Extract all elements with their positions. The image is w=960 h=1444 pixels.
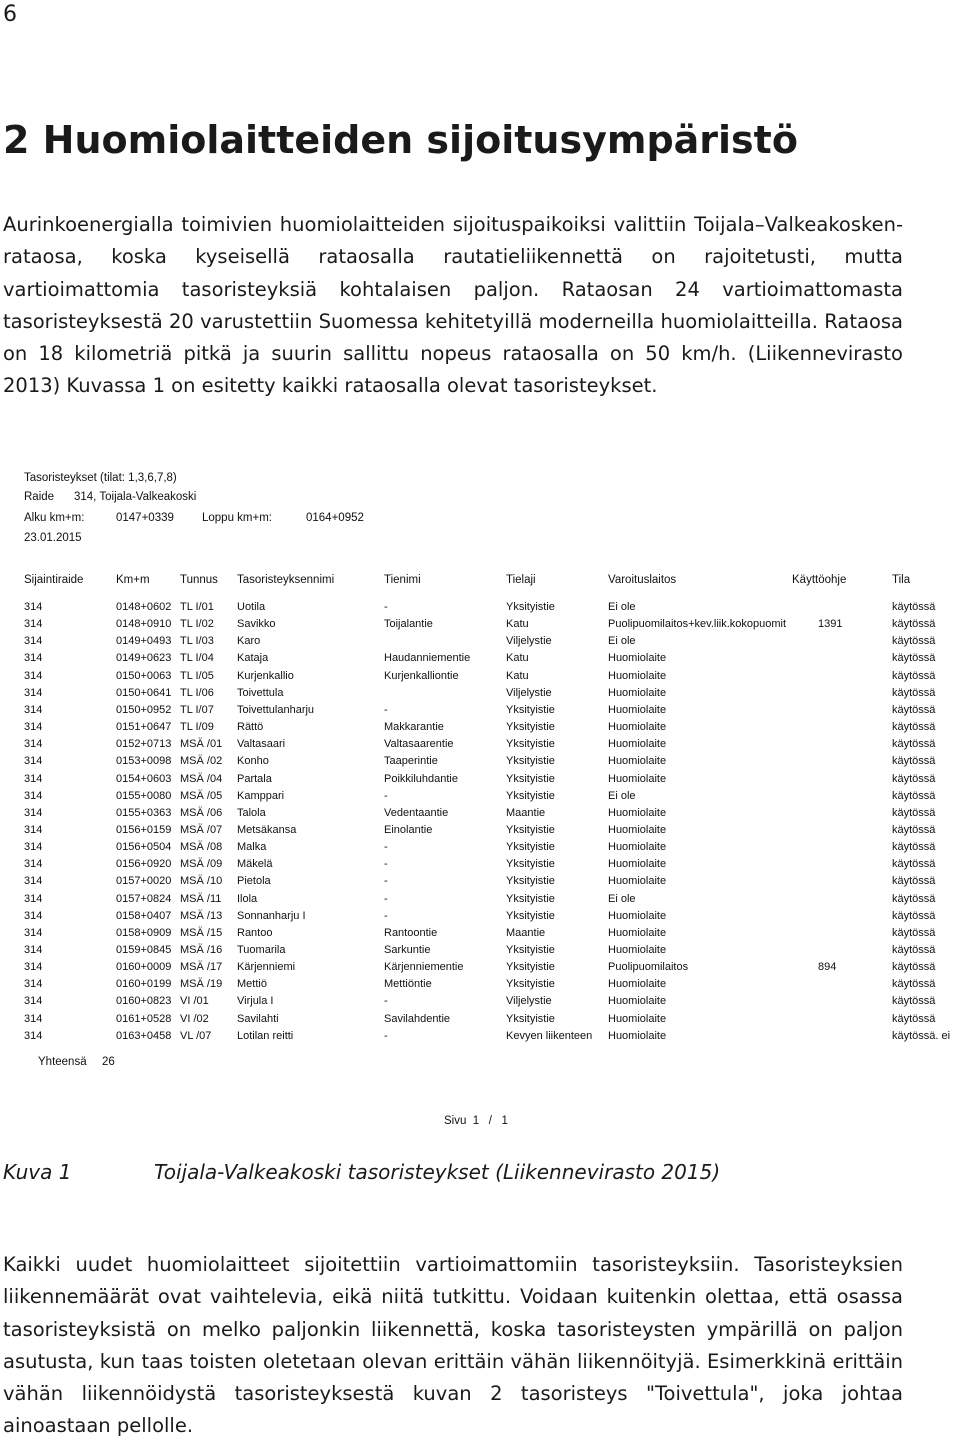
- cell-nimi: Talola: [237, 806, 266, 819]
- cell-tunnus: MSÄ /04: [180, 772, 223, 785]
- cell-sijaintiraide: 314: [24, 995, 43, 1008]
- section-heading: 2 Huomiolaitteiden sijoitusympäristö: [3, 118, 798, 162]
- cell-kmm: 0152+0713: [116, 738, 172, 751]
- cell-tielaji: Yksityistie: [506, 772, 555, 785]
- cell-varoituslaitos: Huomiolaite: [608, 755, 667, 768]
- cell-kmm: 0161+0528: [116, 1012, 172, 1025]
- cell-sijaintiraide: 314: [24, 961, 43, 974]
- table-row: [24, 807, 958, 824]
- cell-nimi: Uotila: [237, 601, 266, 613]
- cell-tienimi: -: [384, 909, 388, 922]
- cell-varoituslaitos: Ei ole: [608, 892, 636, 905]
- cell-kmm: 0148+0910: [116, 618, 172, 631]
- cell-tunnus: VI /01: [180, 995, 209, 1008]
- col-header-tunnus: Tunnus: [180, 574, 218, 586]
- cell-varoituslaitos: Huomiolaite: [608, 703, 667, 716]
- table-row: [24, 687, 958, 704]
- cell-nimi: Mäkelä: [237, 858, 273, 871]
- cell-kayttoohje: 894: [818, 961, 837, 974]
- cell-sijaintiraide: 314: [24, 1029, 43, 1042]
- cell-tienimi: -: [384, 858, 388, 871]
- cell-kmm: 0163+0458: [116, 1029, 172, 1042]
- cell-sijaintiraide: 314: [24, 669, 43, 682]
- cell-varoituslaitos: Ei ole: [608, 601, 636, 613]
- cell-kmm: 0151+0647: [116, 721, 172, 734]
- cell-sijaintiraide: 314: [24, 841, 43, 854]
- figure-level-crossings-table: [24, 466, 958, 1136]
- cell-tienimi: -: [384, 875, 388, 888]
- cell-nimi: Kamppari: [237, 789, 285, 802]
- cell-tielaji: Yksityistie: [506, 789, 555, 802]
- cell-tielaji: Yksityistie: [506, 1012, 555, 1025]
- cell-tienimi: -: [384, 892, 388, 905]
- cell-tielaji: Yksityistie: [506, 978, 555, 991]
- cell-tielaji: Yksityistie: [506, 875, 555, 888]
- cell-tienimi: Einolantie: [384, 823, 433, 836]
- cell-tielaji: Viljelystie: [506, 995, 552, 1008]
- cell-tila: käytössä: [892, 635, 936, 648]
- cell-tienimi: Savilahdentie: [384, 1012, 451, 1025]
- cell-tunnus: TL I/01: [180, 601, 214, 613]
- cell-kmm: 0155+0080: [116, 789, 172, 802]
- cell-tunnus: MSÄ /10: [180, 875, 223, 888]
- page-footer: Sivu 1 / 1: [444, 1115, 508, 1127]
- cell-tunnus: TL I/06: [180, 686, 214, 699]
- cell-tila: käytössä: [892, 652, 936, 665]
- cell-tienimi: -: [384, 995, 388, 1008]
- cell-sijaintiraide: 314: [24, 686, 43, 699]
- table-row: [24, 1013, 958, 1030]
- cell-tunnus: MSÄ /13: [180, 909, 223, 922]
- cell-tunnus: MSÄ /11: [180, 892, 222, 905]
- cell-tila: käytössä: [892, 738, 936, 751]
- raide-value: 314, Toijala-Valkeakoski: [74, 491, 197, 503]
- intro-paragraph: Aurinkoenergialla toimivien huomiolaitteiden sijoituspaikoiksi valittiin Toijala–Valkeakosken-rataosa, koska kyseisellä rataosalla rautatieliikennettä on rajoitetusti, mutta vartioimattomia tasoristeyksiä kohtalaisen paljon. Rataosan 24 vartioimattomasta tasoristeyksestä 20 varustettiin Suomessa kehitetyillä moderneilla huomiolaitteilla. Rataosa on 18 kilometriä pitkä ja suurin sallittu nopeus rataosalla on 50 km/h. (Liikennevirasto 2013) Kuvassa 1 on esitetty kaikki rataosalla olevat tasoristeykset.: [3, 213, 903, 398]
- page-number: 6: [3, 2, 17, 27]
- cell-tila: käytössä: [892, 961, 936, 974]
- cell-varoituslaitos: Huomiolaite: [608, 841, 667, 854]
- cell-kmm: 0149+0623: [116, 652, 172, 665]
- cell-varoituslaitos: Huomiolaite: [608, 806, 667, 819]
- total-label: Yhteensä: [38, 1056, 87, 1068]
- cell-kmm: 0150+0952: [116, 703, 172, 716]
- cell-nimi: Lotilan reitti: [237, 1029, 294, 1042]
- cell-tielaji: Yksityistie: [506, 961, 555, 974]
- cell-kmm: 0155+0363: [116, 806, 172, 819]
- cell-tielaji: Yksityistie: [506, 892, 555, 905]
- alku-label: Alku km+m:: [24, 512, 85, 524]
- cell-kmm: 0157+0824: [116, 892, 172, 905]
- cell-nimi: Ilola: [237, 892, 258, 905]
- cell-tienimi: -: [384, 1029, 388, 1042]
- table-row: [24, 652, 958, 669]
- col-header-tasoristeyksennimi: Tasoristeyksennimi: [237, 574, 335, 586]
- cell-varoituslaitos: Ei ole: [608, 789, 636, 802]
- cell-tielaji: Yksityistie: [506, 738, 555, 751]
- cell-nimi: Kataja: [237, 652, 269, 665]
- cell-nimi: Virjula I: [237, 995, 274, 1008]
- cell-varoituslaitos: Huomiolaite: [608, 978, 667, 991]
- loppu-value: 0164+0952: [306, 512, 364, 524]
- figure-title: Tasoristeykset (tilat: 1,3,6,7,8): [24, 472, 177, 484]
- table-row: [24, 704, 958, 721]
- cell-tila: käytössä: [892, 669, 936, 682]
- cell-tunnus: TL I/09: [180, 721, 214, 734]
- cell-varoituslaitos: Huomiolaite: [608, 823, 667, 836]
- cell-varoituslaitos: Huomiolaite: [608, 926, 667, 939]
- cell-sijaintiraide: 314: [24, 875, 43, 888]
- cell-tienimi: -: [384, 789, 388, 802]
- cell-tunnus: TL I/07: [180, 703, 214, 716]
- table-row: [24, 721, 958, 738]
- cell-sijaintiraide: 314: [24, 892, 43, 905]
- cell-tielaji: Viljelystie: [506, 686, 552, 699]
- cell-nimi: Metsäkansa: [237, 823, 297, 836]
- cell-nimi: Konho: [237, 755, 269, 768]
- cell-kmm: 0156+0920: [116, 858, 172, 871]
- cell-kmm: 0157+0020: [116, 875, 172, 888]
- table-row: [24, 944, 958, 961]
- cell-tila: käytössä: [892, 841, 936, 854]
- cell-tienimi: Kärjenniementie: [384, 961, 464, 974]
- cell-tila: käytössä: [892, 789, 936, 802]
- cell-varoituslaitos: Huomiolaite: [608, 738, 667, 751]
- cell-tunnus: MSÄ /17: [180, 961, 223, 974]
- cell-nimi: Mettiö: [237, 978, 267, 991]
- col-header-tienimi: Tienimi: [384, 574, 421, 586]
- table-row: [24, 790, 958, 807]
- cell-tila: käytössä: [892, 875, 936, 888]
- total-value: 26: [102, 1056, 115, 1068]
- table-row: [24, 893, 958, 910]
- cell-tila: käytössä: [892, 978, 936, 991]
- cell-tienimi: Haudanniementie: [384, 652, 471, 665]
- cell-tielaji: Viljelystie: [506, 635, 552, 648]
- cell-kmm: 0158+0909: [116, 926, 172, 939]
- cell-varoituslaitos: Huomiolaite: [608, 772, 667, 785]
- cell-tunnus: MSÄ /19: [180, 978, 223, 991]
- caption-label: Kuva 1: [3, 1160, 72, 1184]
- table-row: [24, 875, 958, 892]
- table-row: [24, 927, 958, 944]
- cell-kmm: 0154+0603: [116, 772, 172, 785]
- cell-nimi: Rättö: [237, 721, 264, 734]
- cell-tunnus: MSÄ /09: [180, 858, 223, 871]
- table-row: [24, 635, 958, 652]
- cell-nimi: Tuomarila: [237, 944, 286, 956]
- cell-tienimi: Valtasaarentie: [384, 738, 454, 751]
- cell-tienimi: Makkarantie: [384, 721, 444, 734]
- cell-nimi: Rantoo: [237, 926, 273, 939]
- cell-tielaji: Maantie: [506, 926, 546, 939]
- cell-varoituslaitos: Huomiolaite: [608, 944, 667, 956]
- cell-kmm: 0150+0641: [116, 686, 172, 699]
- cell-tielaji: Katu: [506, 669, 529, 682]
- closing-paragraph: Kaikki uudet huomiolaitteet sijoitettiin vartioimattomiin tasoristeyksiin. Tasoristeyksien liikennemäärät ovat vaihtelevia, eikä niitä tutkittu. Voidaan kuitenkin olettaa, että osassa tasoristeyksistä on melko paljonkin liikennettä, koska tasoristeysten ympärillä on paljon asutusta, kun taas toisten oletetaan olevan erittäin vähän liikennöityjä. Esimerkkinä erittäin vähän liikennöidystä tasoristeyksestä kuvan 2 tasoristeys "Toivettula", joka johtaa ainoastaan pellolle.: [3, 1253, 903, 1438]
- cell-kmm: 0158+0407: [116, 909, 172, 922]
- cell-tielaji: Yksityistie: [506, 858, 555, 871]
- cell-tielaji: Katu: [506, 652, 529, 665]
- cell-tienimi: Rantoontie: [384, 926, 438, 939]
- cell-tienimi: -: [384, 841, 388, 854]
- cell-kmm: 0160+0009: [116, 961, 172, 974]
- cell-sijaintiraide: 314: [24, 909, 43, 922]
- cell-kmm: 0148+0602: [116, 601, 172, 613]
- figure-date: 23.01.2015: [24, 532, 82, 544]
- cell-nimi: Valtasaari: [237, 738, 286, 751]
- cell-tienimi: Mettiöntie: [384, 978, 432, 991]
- cell-tila: käytössä: [892, 909, 936, 922]
- cell-tienimi: -: [384, 601, 388, 613]
- col-header-tila: Tila: [892, 574, 911, 586]
- cell-tunnus: VI /02: [180, 1012, 209, 1025]
- cell-nimi: Savilahti: [237, 1012, 279, 1025]
- cell-kmm: 0160+0199: [116, 978, 172, 991]
- cell-tunnus: MSÄ /15: [180, 926, 223, 939]
- cell-varoituslaitos: Huomiolaite: [608, 995, 667, 1008]
- table-row: [24, 995, 958, 1012]
- col-header-kmm: Km+m: [116, 574, 150, 586]
- col-header-varoituslaitos: Varoituslaitos: [608, 574, 677, 586]
- table-row: [24, 910, 958, 927]
- cell-tila: käytössä: [892, 755, 936, 768]
- cell-tila: käytössä: [892, 618, 936, 631]
- cell-varoituslaitos: Ei ole: [608, 635, 636, 648]
- cell-tila: käytössä. ei: [892, 1029, 951, 1042]
- cell-tielaji: Yksityistie: [506, 755, 555, 768]
- cell-tunnus: MSÄ /05: [180, 789, 223, 802]
- cell-tienimi: Taaperintie: [384, 755, 438, 768]
- cell-kayttoohje: 1391: [818, 618, 843, 631]
- alku-value: 0147+0339: [116, 512, 174, 524]
- cell-nimi: Kurjenkallio: [237, 669, 294, 682]
- cell-sijaintiraide: 314: [24, 789, 43, 802]
- cell-tila: käytössä: [892, 1012, 936, 1025]
- cell-nimi: Karo: [237, 635, 261, 648]
- table-row: [24, 961, 958, 978]
- cell-varoituslaitos: Huomiolaite: [608, 875, 667, 888]
- cell-sijaintiraide: 314: [24, 721, 43, 734]
- cell-tila: käytössä: [892, 892, 936, 905]
- cell-nimi: Savikko: [237, 618, 276, 631]
- cell-tila: käytössä: [892, 995, 936, 1008]
- cell-tielaji: Yksityistie: [506, 703, 555, 716]
- cell-tila: käytössä: [892, 686, 936, 699]
- cell-tielaji: Yksityistie: [506, 721, 555, 734]
- cell-varoituslaitos: Huomiolaite: [608, 652, 667, 665]
- loppu-label: Loppu km+m:: [202, 512, 272, 524]
- cell-kmm: 0159+0845: [116, 944, 172, 956]
- cell-varoituslaitos: Huomiolaite: [608, 909, 667, 922]
- table-row: [24, 773, 958, 790]
- col-header-sijaintiraide: Sijaintiraide: [24, 574, 84, 586]
- table-row: [24, 601, 958, 618]
- cell-tienimi: Sarkuntie: [384, 944, 431, 956]
- cell-nimi: Toivettulanharju: [237, 703, 315, 716]
- cell-tienimi: -: [384, 703, 388, 716]
- cell-tunnus: TL I/05: [180, 669, 214, 682]
- cell-tila: käytössä: [892, 806, 936, 819]
- cell-varoituslaitos: Puolipuomilaitos+kev.liik.kokopuomit: [608, 618, 787, 631]
- cell-tienimi: Kurjenkalliontie: [384, 669, 459, 682]
- cell-tienimi: Vedentaantie: [384, 806, 449, 819]
- cell-varoituslaitos: Huomiolaite: [608, 858, 667, 871]
- cell-tila: käytössä: [892, 944, 936, 956]
- cell-tielaji: Yksityistie: [506, 841, 555, 854]
- cell-sijaintiraide: 314: [24, 806, 43, 819]
- cell-tienimi: Poikkiluhdantie: [384, 772, 458, 785]
- cell-sijaintiraide: 314: [24, 601, 43, 613]
- cell-nimi: Partala: [237, 772, 272, 785]
- cell-varoituslaitos: Huomiolaite: [608, 669, 667, 682]
- cell-tunnus: MSÄ /08: [180, 841, 223, 854]
- cell-tielaji: Katu: [506, 618, 529, 631]
- cell-sijaintiraide: 314: [24, 978, 43, 991]
- cell-kmm: 0149+0493: [116, 635, 172, 648]
- cell-kmm: 0156+0504: [116, 841, 172, 854]
- cell-tielaji: Kevyen liikenteen: [506, 1029, 593, 1042]
- cell-sijaintiraide: 314: [24, 618, 43, 631]
- table-row: [24, 618, 958, 635]
- table-row: [24, 738, 958, 755]
- cell-sijaintiraide: 314: [24, 823, 43, 836]
- cell-tunnus: VL /07: [180, 1029, 212, 1042]
- cell-tunnus: MSÄ /06: [180, 806, 223, 819]
- col-header-tielaji: Tielaji: [506, 574, 536, 586]
- cell-varoituslaitos: Huomiolaite: [608, 721, 667, 734]
- cell-nimi: Malka: [237, 841, 267, 854]
- cell-varoituslaitos: Huomiolaite: [608, 1012, 667, 1025]
- cell-tielaji: Maantie: [506, 806, 546, 819]
- cell-tielaji: Yksityistie: [506, 909, 555, 922]
- cell-nimi: Kärjenniemi: [237, 961, 296, 974]
- cell-tila: käytössä: [892, 601, 936, 613]
- cell-tila: käytössä: [892, 703, 936, 716]
- cell-tielaji: Yksityistie: [506, 823, 555, 836]
- cell-tila: käytössä: [892, 926, 936, 939]
- cell-nimi: Toivettula: [237, 686, 284, 699]
- cell-tunnus: MSÄ /01: [180, 738, 223, 751]
- cell-sijaintiraide: 314: [24, 944, 43, 956]
- cell-sijaintiraide: 314: [24, 858, 43, 871]
- table-row: [24, 670, 958, 687]
- cell-nimi: Sonnanharju I: [237, 909, 306, 922]
- cell-tila: käytössä: [892, 858, 936, 871]
- table-row: [24, 755, 958, 772]
- cell-tunnus: TL I/03: [180, 635, 214, 648]
- table-row: [24, 858, 958, 875]
- cell-tielaji: Yksityistie: [506, 944, 555, 956]
- cell-sijaintiraide: 314: [24, 926, 43, 939]
- cell-kmm: 0160+0823: [116, 995, 172, 1008]
- cell-sijaintiraide: 314: [24, 738, 43, 751]
- table-row: [24, 841, 958, 858]
- cell-tunnus: MSÄ /16: [180, 944, 223, 956]
- cell-sijaintiraide: 314: [24, 1012, 43, 1025]
- cell-varoituslaitos: Huomiolaite: [608, 686, 667, 699]
- table-row: [24, 824, 958, 841]
- cell-kmm: 0156+0159: [116, 823, 172, 836]
- cell-sijaintiraide: 314: [24, 703, 43, 716]
- cell-tunnus: MSÄ /02: [180, 755, 223, 768]
- col-header-kayttoohje: Käyttöohje: [792, 574, 847, 586]
- cell-sijaintiraide: 314: [24, 652, 43, 665]
- cell-sijaintiraide: 314: [24, 755, 43, 768]
- cell-sijaintiraide: 314: [24, 635, 43, 648]
- table-row: [24, 978, 958, 995]
- cell-sijaintiraide: 314: [24, 772, 43, 785]
- cell-tienimi: Toijalantie: [384, 618, 433, 631]
- caption-text: Toijala-Valkeakoski tasoristeykset (Liikennevirasto 2015): [154, 1160, 721, 1184]
- cell-tila: käytössä: [892, 823, 936, 836]
- cell-tila: käytössä: [892, 721, 936, 734]
- cell-tunnus: TL I/02: [180, 618, 214, 631]
- cell-kmm: 0153+0098: [116, 755, 172, 768]
- cell-varoituslaitos: Puolipuomilaitos: [608, 961, 689, 974]
- raide-label: Raide: [24, 491, 55, 503]
- table-row: [24, 1030, 958, 1047]
- cell-varoituslaitos: Huomiolaite: [608, 1029, 667, 1042]
- cell-tielaji: Yksityistie: [506, 601, 555, 613]
- cell-tila: käytössä: [892, 772, 936, 785]
- cell-kmm: 0150+0063: [116, 669, 172, 682]
- cell-nimi: Pietola: [237, 875, 271, 888]
- cell-tunnus: TL I/04: [180, 652, 214, 665]
- cell-tunnus: MSÄ /07: [180, 823, 223, 836]
